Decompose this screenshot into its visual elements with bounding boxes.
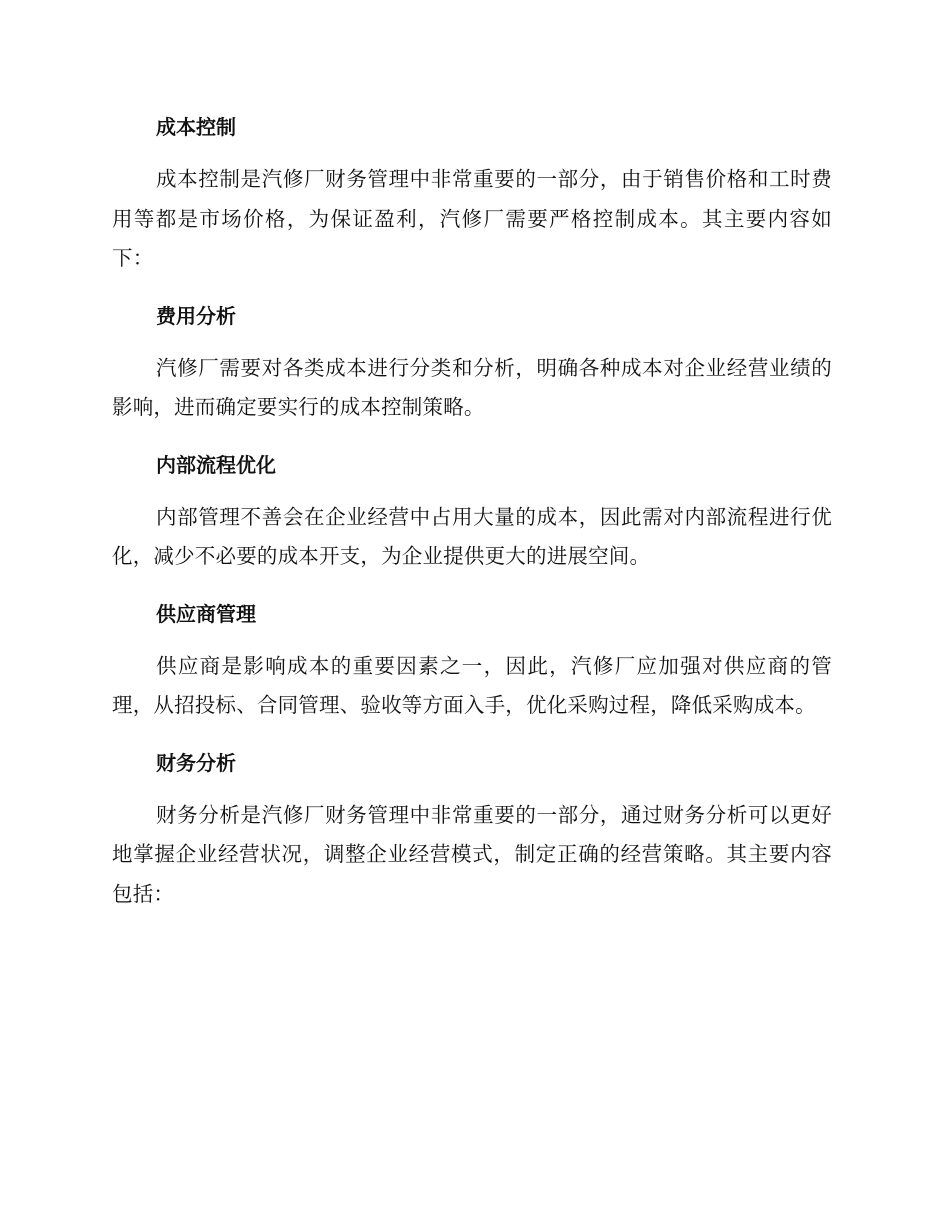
section-paragraph: 内部管理不善会在企业经营中占用大量的成本，因此需对内部流程进行优化，减少不必要的成本开支，为企业提供更大的进展空间。 xyxy=(112,504,832,568)
section-supplier-management xyxy=(112,595,832,726)
section-paragraph: 成本控制是汽修厂财务管理中非常重要的一部分，由于销售价格和工时费用等都是市场价格，为保证盈利，汽修厂需要严格控制成本。其主要内容如下： xyxy=(112,167,832,270)
section-heading: 供应商管理 xyxy=(156,601,256,626)
section-process-optimization xyxy=(112,446,832,577)
section-paragraph: 汽修厂需要对各类成本进行分类和分析，明确各种成本对企业经营业绩的影响，进而确定要实行的成本控制策略。 xyxy=(112,355,832,419)
section-paragraph: 财务分析是汽修厂财务管理中非常重要的一部分，通过财务分析可以更好地掌握企业经营状况，调整企业经营模式，制定正确的经营策略。其主要内容包括： xyxy=(112,802,832,906)
section-heading: 内部流程优化 xyxy=(156,452,276,477)
section-financial-analysis xyxy=(112,744,832,915)
section-paragraph: 供应商是影响成本的重要因素之一，因此，汽修厂应加强对供应商的管理，从招投标、合同管理、验收等方面入手，优化采购过程，降低采购成本。 xyxy=(112,653,832,717)
section-expense-analysis xyxy=(112,297,832,428)
section-heading: 费用分析 xyxy=(156,303,236,328)
document-page xyxy=(112,108,832,932)
section-cost-control xyxy=(112,108,832,279)
section-heading: 财务分析 xyxy=(156,750,236,775)
section-heading: 成本控制 xyxy=(156,115,236,139)
